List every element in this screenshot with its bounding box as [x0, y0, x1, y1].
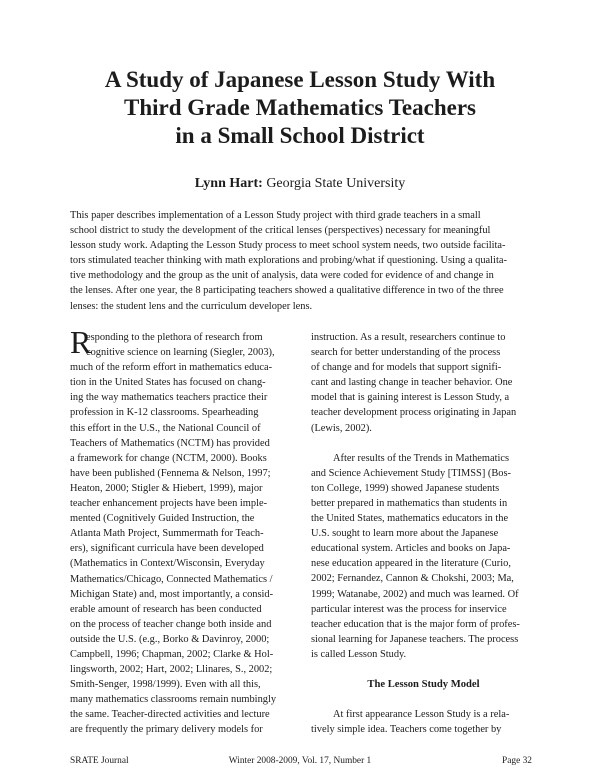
text-line: teacher education that is the major form of profes- [311, 618, 520, 630]
text-line: ers), significant curricula have been developed [70, 543, 264, 555]
text-line: teacher development process originating in Japan [311, 407, 517, 419]
text-line: search for better understanding of the process [311, 347, 501, 359]
text-line: this effort in the U.S., the National Council of [70, 422, 261, 434]
text-line: cant and lasting change in teacher behavior. One [311, 377, 513, 389]
author-line [0, 176, 600, 192]
text-line: better prepared in mathematics than students in [311, 497, 508, 509]
text-line: instruction. As a result, researchers continue to [311, 332, 506, 343]
text-line: sional learning for Japanese teachers. The process [311, 633, 519, 645]
title-line: A Study of Japanese Lesson Study With [104, 67, 496, 92]
text-line: esponding to the plethora of research from [86, 332, 263, 343]
text-line: teacher enhancement projects have been imple- [70, 498, 268, 510]
text-line: At first appearance Lesson Study is a rela- [333, 709, 510, 721]
text-line: 1999; Watanabe, 2002) and much was learned. Of [311, 588, 519, 600]
text-line: and Science Achievement Study [TIMSS] (Bos- [311, 467, 511, 479]
body-column-left [70, 330, 298, 738]
text-line: model that is gaining interest is Lesson Study, a [311, 392, 510, 404]
text-line: a framework for change (NCTM, 2000). Books [70, 452, 267, 464]
text-line: on the process of teacher change both inside and [70, 618, 272, 630]
footer-issue: Winter 2008-2009, Vol. 17, Number 1 [228, 756, 372, 766]
abstract-line: the lenses. After one year, the 8 participating teachers showed a qualitative difference in two of the three [70, 285, 504, 297]
text-line: educational system. Articles and books on Japa- [311, 543, 511, 555]
text-line: have been published (Fennema & Nelson, 1997; [70, 467, 271, 479]
author-name: Lynn Hart: [194, 176, 263, 191]
text-line: (Mathematics in Context/Wisconsin, Everyday [70, 558, 265, 570]
text-line: Michigan State) and, most importantly, a consid- [70, 588, 274, 600]
text-line: Mathematics/Chicago, Connected Mathematics / [70, 573, 273, 585]
author-affiliation: Georgia State University [262, 176, 406, 191]
abstract-line: lesson study work. Adapting the Lesson Study process to meet school system needs, two outside facilita- [70, 240, 506, 252]
abstract [70, 208, 532, 314]
abstract-line: lenses: the student lens and the curriculum developer lens. [70, 300, 313, 312]
section-heading: The Lesson Study Model [367, 678, 480, 690]
footer-page-number: Page 32 [502, 756, 532, 766]
text-line: are frequently the primary delivery models for [70, 724, 263, 736]
text-line: lingsworth, 2002; Hart, 2002; Llinares, S., 2002; [70, 664, 273, 676]
title-line: in a Small School District [175, 123, 425, 148]
text-line: tively simple idea. Teachers come together by [311, 724, 502, 736]
abstract-line: school district to study the development of the critical lenses (perspectives) necessary for meaningful [70, 225, 491, 237]
text-line: mented (Cognitively Guided Instruction, the [70, 513, 255, 525]
text-line: ing the way mathematics teachers practice their [70, 392, 268, 404]
text-line: the United States, mathematics educators in the [311, 513, 509, 525]
text-line: U.S. sought to learn more about the Japanese [311, 528, 499, 540]
text-line: (Lewis, 2002). [311, 422, 372, 434]
text-line: Atlanta Math Project, Summermath for Teach- [70, 528, 264, 540]
text-line: Teachers of Mathematics (NCTM) has provided [70, 437, 270, 449]
text-line: particular interest was the process for inservice [311, 603, 507, 615]
text-line: much of the reform effort in mathematics educa- [70, 362, 273, 374]
text-line: Heaton, 2000; Stigler & Hiebert, 1999), major [70, 482, 263, 494]
text-line: Campbell, 1996; Chapman, 2002; Clarke & Hol- [70, 648, 274, 660]
text-line: outside the U.S. (e.g., Borko & Davinroy, 2000; [70, 633, 270, 645]
text-line: 2002; Fernandez, Cannon & Chokshi, 2003; Ma, [311, 573, 514, 585]
footer-journal: SRATE Journal [70, 756, 129, 766]
body-column-right [311, 330, 536, 737]
title-line: Third Grade Mathematics Teachers [124, 95, 476, 120]
text-line: profession in K-12 classrooms. Spearheading [70, 407, 259, 419]
abstract-line: This paper describes implementation of a Lesson Study project with third grade teachers in a small [70, 210, 481, 221]
text-line: cognitive science on learning (Siegler, 2003), [86, 347, 275, 359]
text-line: nese education appeared in the literature (Curio, [311, 558, 511, 570]
text-line: Smith-Senger, 1998/1999). Even with all this, [70, 679, 261, 691]
text-line: of change and for models that support signifi- [311, 362, 502, 374]
abstract-line: tive methodology and the group as the unit of analysis, data were coded for evidence of and change in [70, 270, 494, 282]
text-line: is called Lesson Study. [311, 648, 407, 660]
text-line: erable amount of research has been conducted [70, 603, 262, 615]
text-line: the same. Teacher-directed activities and lecture [70, 709, 270, 721]
abstract-line: tors stimulated teacher thinking with math explorations and probing/what if questioning. Using a qualita- [70, 255, 507, 267]
text-line: ton College, 1999) showed Japanese students [311, 482, 500, 494]
drop-cap: R [70, 324, 92, 360]
text-line: After results of the Trends in Mathematics [333, 452, 510, 464]
text-line: many mathematics classrooms remain numbingly [70, 694, 277, 706]
text-line: tion in the United States has focused on chang- [70, 377, 266, 389]
paper-title [40, 66, 560, 150]
